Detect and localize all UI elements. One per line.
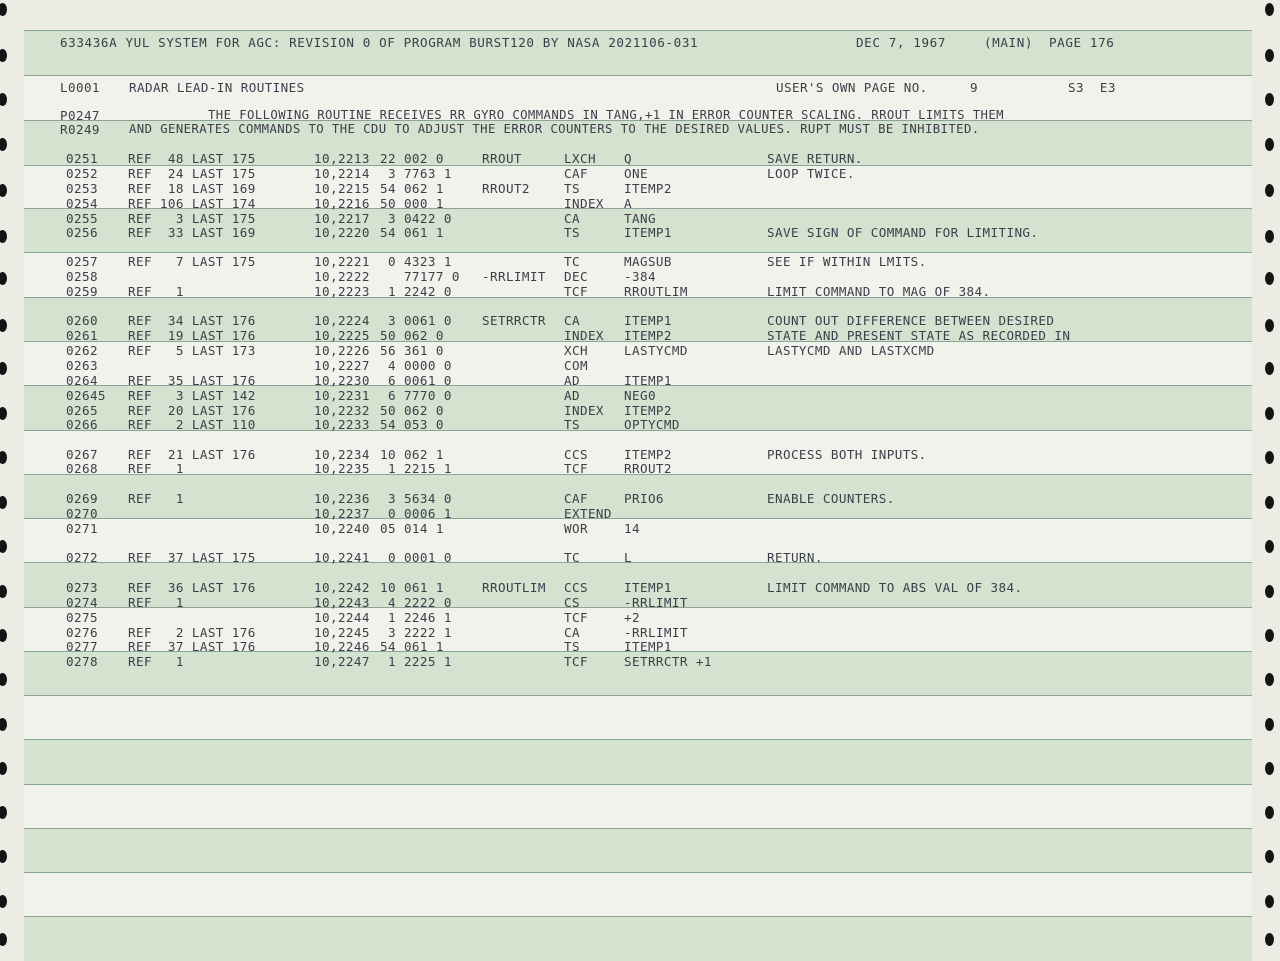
feed-hole	[0, 540, 7, 553]
address: 10,2246	[314, 639, 370, 654]
octal-word: 3 2222 1	[380, 625, 452, 640]
line-number: 0263	[66, 358, 98, 373]
paper-band	[24, 739, 1252, 784]
feed-hole	[1265, 806, 1274, 819]
line-comment: LIMIT COMMAND TO ABS VAL OF 384.	[767, 580, 1023, 595]
operand: -RRLIMIT	[624, 595, 688, 610]
address: 10,2221	[314, 254, 370, 269]
feed-hole	[0, 93, 7, 106]
operand: +2	[624, 610, 640, 625]
address: 10,2220	[314, 225, 370, 240]
opcode: XCH	[564, 343, 588, 358]
line-number: 02645	[66, 388, 106, 403]
opcode: TS	[564, 639, 580, 654]
line-number: 0270	[66, 506, 98, 521]
opcode: AD	[564, 388, 580, 403]
operand: NEG0	[624, 388, 656, 403]
ref-column: REF 5 LAST 173	[128, 343, 256, 358]
comment-seq: P0247	[60, 108, 100, 123]
address: 10,2243	[314, 595, 370, 610]
address: 10,2234	[314, 447, 370, 462]
line-comment: SAVE SIGN OF COMMAND FOR LIMITING.	[767, 225, 1039, 240]
line-number: 0262	[66, 343, 98, 358]
band-rule	[24, 30, 1252, 31]
paper-band	[24, 828, 1252, 873]
address: 10,2245	[314, 625, 370, 640]
ref-column: REF 48 LAST 175	[128, 151, 256, 166]
opcode: TC	[564, 254, 580, 269]
opcode: TS	[564, 181, 580, 196]
line-number: 0257	[66, 254, 98, 269]
address: 10,2235	[314, 461, 370, 476]
octal-word: 1 2242 0	[380, 284, 452, 299]
line-number: 0259	[66, 284, 98, 299]
octal-word: 54 062 1	[380, 181, 444, 196]
ref-column: REF 37 LAST 175	[128, 550, 256, 565]
feed-hole	[1265, 93, 1274, 106]
opcode: AD	[564, 373, 580, 388]
line-comment: SEE IF WITHIN LMITS.	[767, 254, 927, 269]
line-number: 0261	[66, 328, 98, 343]
users-page-number: 9	[970, 80, 978, 95]
operand: ITEMP2	[624, 328, 672, 343]
operand: ITEMP2	[624, 181, 672, 196]
ref-column: REF 3 LAST 142	[128, 388, 256, 403]
line-comment: STATE AND PRESENT STATE AS RECORDED IN	[767, 328, 1071, 343]
address: 10,2230	[314, 373, 370, 388]
address: 10,2223	[314, 284, 370, 299]
feed-hole	[0, 184, 7, 197]
ref-column: REF 1	[128, 491, 184, 506]
operand: SETRRCTR +1	[624, 654, 712, 669]
ref-column: REF 37 LAST 176	[128, 639, 256, 654]
octal-word: 6 7770 0	[380, 388, 452, 403]
feed-hole	[0, 272, 7, 285]
octal-word: 1 2246 1	[380, 610, 452, 625]
address: 10,2224	[314, 313, 370, 328]
operand: ITEMP1	[624, 639, 672, 654]
feed-hole	[0, 138, 7, 151]
symbol-label: RROUTLIM	[482, 580, 546, 595]
opcode: CA	[564, 625, 580, 640]
feed-hole	[1265, 629, 1274, 642]
band-rule	[24, 828, 1252, 829]
listing-page-number: PAGE 176	[1049, 35, 1115, 50]
octal-word: 05 014 1	[380, 521, 444, 536]
octal-word: 3 7763 1	[380, 166, 452, 181]
listing-mode: (MAIN)	[984, 35, 1034, 50]
paper-band	[24, 784, 1252, 829]
symbol-label: -RRLIMIT	[482, 269, 546, 284]
operand: Q	[624, 151, 632, 166]
octal-word: 56 361 0	[380, 343, 444, 358]
feed-hole	[0, 850, 7, 863]
line-number: 0277	[66, 639, 98, 654]
line-number: 0271	[66, 521, 98, 536]
octal-word: 0 4323 1	[380, 254, 452, 269]
address: 10,2240	[314, 521, 370, 536]
address: 10,2232	[314, 403, 370, 418]
opcode: INDEX	[564, 196, 604, 211]
operand: MAGSUB	[624, 254, 672, 269]
ref-column: REF 7 LAST 175	[128, 254, 256, 269]
operand: ITEMP2	[624, 447, 672, 462]
feed-hole	[0, 319, 7, 332]
feed-hole	[1265, 850, 1274, 863]
operand: ITEMP1	[624, 580, 672, 595]
band-rule	[24, 75, 1252, 76]
feed-hole	[0, 806, 7, 819]
feed-hole	[1265, 718, 1274, 731]
address: 10,2217	[314, 211, 370, 226]
line-number: 0253	[66, 181, 98, 196]
address: 10,2222	[314, 269, 370, 284]
line-number: 0267	[66, 447, 98, 462]
line-comment: PROCESS BOTH INPUTS.	[767, 447, 927, 462]
address: 10,2215	[314, 181, 370, 196]
paper-band	[24, 695, 1252, 740]
feed-hole	[1265, 895, 1274, 908]
comment-text: THE FOLLOWING ROUTINE RECEIVES RR GYRO COMMANDS IN TANG,+1 IN ERROR COUNTER SCALING. RROUT LIMITS THEM	[208, 108, 1004, 122]
symbol-label: SETRRCTR	[482, 313, 546, 328]
opcode: CCS	[564, 447, 588, 462]
operand: RROUT2	[624, 461, 672, 476]
octal-word: 50 000 1	[380, 196, 444, 211]
address: 10,2242	[314, 580, 370, 595]
band-rule	[24, 784, 1252, 785]
operand: TANG	[624, 211, 656, 226]
feed-hole	[0, 673, 7, 686]
address: 10,2225	[314, 328, 370, 343]
symbol-label: RROUT2	[482, 181, 530, 196]
address: 10,2237	[314, 506, 370, 521]
ref-column: REF 3 LAST 175	[128, 211, 256, 226]
operand: RROUTLIM	[624, 284, 688, 299]
band-rule	[24, 872, 1252, 873]
ref-column: REF 35 LAST 176	[128, 373, 256, 388]
ref-column: REF 21 LAST 176	[128, 447, 256, 462]
line-comment: RETURN.	[767, 550, 823, 565]
users-page-label: USER'S OWN PAGE NO.	[776, 80, 928, 95]
opcode: TC	[564, 550, 580, 565]
feed-hole	[1265, 407, 1274, 420]
band-rule	[24, 695, 1252, 696]
feed-hole	[1265, 762, 1274, 775]
feed-hole	[0, 362, 7, 375]
feed-hole	[1265, 3, 1274, 16]
line-number: 0256	[66, 225, 98, 240]
octal-word: 50 062 0	[380, 403, 444, 418]
listing-header: 633436A YUL SYSTEM FOR AGC: REVISION 0 OF PROGRAM BURST120 BY NASA 2021106-031	[60, 35, 699, 50]
feed-hole	[1265, 230, 1274, 243]
address: 10,2233	[314, 417, 370, 432]
line-number: 0269	[66, 491, 98, 506]
octal-word: 1 2225 1	[380, 654, 452, 669]
octal-word: 1 2215 1	[380, 461, 452, 476]
feed-hole	[0, 407, 7, 420]
feed-hole	[0, 451, 7, 464]
feed-hole	[1265, 673, 1274, 686]
symbol-label: RROUT	[482, 151, 522, 166]
ref-column: REF 2 LAST 176	[128, 625, 256, 640]
feed-hole	[1265, 496, 1274, 509]
opcode: CS	[564, 595, 580, 610]
band-rule	[24, 916, 1252, 917]
operand: A	[624, 196, 632, 211]
line-comment: LASTYCMD AND LASTXCMD	[767, 343, 935, 358]
opcode: TS	[564, 417, 580, 432]
band-rule	[24, 518, 1252, 519]
address: 10,2244	[314, 610, 370, 625]
octal-word: 0 0006 1	[380, 506, 452, 521]
ref-column: REF 2 LAST 110	[128, 417, 256, 432]
opcode: TCF	[564, 654, 588, 669]
octal-word: 54 053 0	[380, 417, 444, 432]
band-rule	[24, 739, 1252, 740]
feed-hole	[0, 49, 7, 62]
operand: L	[624, 550, 632, 565]
comment-text: AND GENERATES COMMANDS TO THE CDU TO ADJUST THE ERROR COUNTERS TO THE DESIRED VALUES. RUPT MUST BE INHIBITED.	[129, 122, 980, 136]
feed-hole	[0, 895, 7, 908]
line-number: 0264	[66, 373, 98, 388]
ref-column: REF 1	[128, 284, 184, 299]
feed-hole	[0, 496, 7, 509]
octal-word: 54 061 1	[380, 639, 444, 654]
operand: ITEMP1	[624, 313, 672, 328]
octal-word: 4 0000 0	[380, 358, 452, 373]
address: 10,2216	[314, 196, 370, 211]
section-title: RADAR LEAD-IN ROUTINES	[129, 80, 305, 95]
line-number: 0273	[66, 580, 98, 595]
line-number: 0260	[66, 313, 98, 328]
ref-column: REF 34 LAST 176	[128, 313, 256, 328]
line-comment: SAVE RETURN.	[767, 151, 863, 166]
feed-hole	[1265, 933, 1274, 946]
line-number: 0266	[66, 417, 98, 432]
octal-word: 3 0422 0	[380, 211, 452, 226]
feed-hole	[0, 718, 7, 731]
operand: PRIO6	[624, 491, 664, 506]
octal-word: 77177 0	[380, 269, 460, 284]
opcode: CA	[564, 313, 580, 328]
band-rule	[24, 252, 1252, 253]
sheet-code: S3 E3	[1068, 80, 1116, 95]
opcode: TCF	[564, 610, 588, 625]
line-number: 0265	[66, 403, 98, 418]
operand: -RRLIMIT	[624, 625, 688, 640]
opcode: CA	[564, 211, 580, 226]
line-number: 0254	[66, 196, 98, 211]
opcode: TCF	[564, 284, 588, 299]
operand: -384	[624, 269, 656, 284]
operand: LASTYCMD	[624, 343, 688, 358]
feed-hole	[0, 230, 7, 243]
log-number: L0001	[60, 80, 100, 95]
address: 10,2227	[314, 358, 370, 373]
octal-word: 50 062 0	[380, 328, 444, 343]
ref-column: REF 106 LAST 174	[128, 196, 256, 211]
ref-column: REF 1	[128, 654, 184, 669]
line-comment: LIMIT COMMAND TO MAG OF 384.	[767, 284, 991, 299]
ref-column: REF 36 LAST 176	[128, 580, 256, 595]
ref-column: REF 18 LAST 169	[128, 181, 256, 196]
octal-word: 22 002 0	[380, 151, 444, 166]
line-number: 0268	[66, 461, 98, 476]
comment-seq: R0249	[60, 122, 100, 137]
line-comment: COUNT OUT DIFFERENCE BETWEEN DESIRED	[767, 313, 1055, 328]
line-number: 0252	[66, 166, 98, 181]
opcode: CAF	[564, 166, 588, 181]
feed-hole	[0, 762, 7, 775]
feed-hole	[0, 3, 7, 16]
address: 10,2213	[314, 151, 370, 166]
paper-band	[24, 872, 1252, 917]
opcode: CAF	[564, 491, 588, 506]
opcode: COM	[564, 358, 588, 373]
feed-hole	[1265, 362, 1274, 375]
operand: ITEMP1	[624, 225, 672, 240]
octal-word: 54 061 1	[380, 225, 444, 240]
address: 10,2247	[314, 654, 370, 669]
feed-hole	[1265, 138, 1274, 151]
feed-hole	[1265, 184, 1274, 197]
opcode: INDEX	[564, 328, 604, 343]
ref-column: REF 1	[128, 461, 184, 476]
line-comment: ENABLE COUNTERS.	[767, 491, 895, 506]
octal-word: 6 0061 0	[380, 373, 452, 388]
feed-hole	[0, 585, 7, 598]
paper-band	[24, 916, 1252, 961]
listing-date: DEC 7, 1967	[856, 35, 947, 50]
opcode: DEC	[564, 269, 588, 284]
opcode: EXTEND	[564, 506, 612, 521]
line-number: 0258	[66, 269, 98, 284]
ref-column: REF 24 LAST 175	[128, 166, 256, 181]
line-number: 0275	[66, 610, 98, 625]
octal-word: 4 2222 0	[380, 595, 452, 610]
feed-hole	[1265, 540, 1274, 553]
line-number: 0274	[66, 595, 98, 610]
feed-hole	[0, 629, 7, 642]
operand: ITEMP1	[624, 373, 672, 388]
opcode: TS	[564, 225, 580, 240]
address: 10,2231	[314, 388, 370, 403]
address: 10,2241	[314, 550, 370, 565]
octal-word: 10 061 1	[380, 580, 444, 595]
operand: 14	[624, 521, 640, 536]
address: 10,2226	[314, 343, 370, 358]
line-number: 0278	[66, 654, 98, 669]
line-number: 0272	[66, 550, 98, 565]
line-comment: LOOP TWICE.	[767, 166, 855, 181]
operand: ITEMP2	[624, 403, 672, 418]
ref-column: REF 33 LAST 169	[128, 225, 256, 240]
feed-hole	[1265, 319, 1274, 332]
ref-column: REF 20 LAST 176	[128, 403, 256, 418]
ref-column: REF 1	[128, 595, 184, 610]
operand: ONE	[624, 166, 648, 181]
opcode: WOR	[564, 521, 588, 536]
line-number: 0276	[66, 625, 98, 640]
feed-hole	[0, 933, 7, 946]
octal-word: 3 0061 0	[380, 313, 452, 328]
address: 10,2214	[314, 166, 370, 181]
line-number: 0255	[66, 211, 98, 226]
octal-word: 0 0001 0	[380, 550, 452, 565]
feed-hole	[1265, 49, 1274, 62]
feed-hole	[1265, 451, 1274, 464]
opcode: INDEX	[564, 403, 604, 418]
feed-hole	[1265, 272, 1274, 285]
feed-hole	[1265, 585, 1274, 598]
ref-column: REF 19 LAST 176	[128, 328, 256, 343]
address: 10,2236	[314, 491, 370, 506]
opcode: CCS	[564, 580, 588, 595]
line-number: 0251	[66, 151, 98, 166]
octal-word: 3 5634 0	[380, 491, 452, 506]
operand: OPTYCMD	[624, 417, 680, 432]
octal-word: 10 062 1	[380, 447, 444, 462]
opcode: TCF	[564, 461, 588, 476]
opcode: LXCH	[564, 151, 596, 166]
